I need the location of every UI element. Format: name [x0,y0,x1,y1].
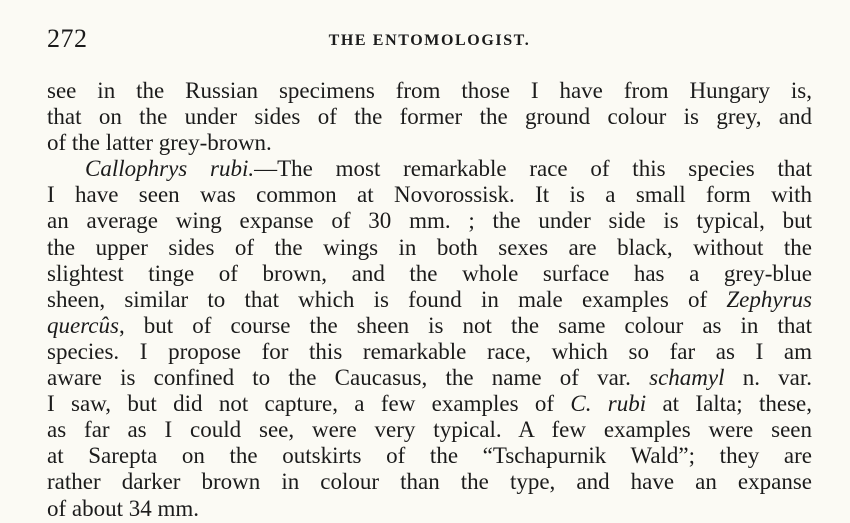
species-epithet: quercûs [47,312,119,338]
text-line: of the latter grey-brown. [47,130,272,156]
text-line [47,391,812,417]
species-name: Callophrys rubi. [85,156,255,182]
text-line [47,287,812,313]
text-run: aware is confined to the Caucasus, the name of var. [47,365,650,391]
genus-name: Zephyrus [726,286,812,312]
text-line: the upper sides of the wings in both sexes are black, without the [47,234,812,260]
text-line: of about 34 mm. [47,495,200,521]
text-line: rather darker brown in colour than the type, and have an expanse [47,469,812,495]
text-line: see in the Russian specimens from those I have from Hungary is, [47,78,812,103]
page-number: 272 [47,24,88,53]
text-run: sheen, similar to that which is found in male examples of [47,286,727,312]
text-line: an average wing expanse of 30 mm. ; the under side is typical, but [47,208,812,234]
body-text [47,78,812,522]
text-line: slightest tinge of brown, and the whole surface has a grey-blue [47,260,812,286]
text-line [47,365,812,391]
variety-name: schamyl [649,365,725,391]
text-run: —The most remarkable race of this species that [254,156,812,182]
running-head: THE ENTOMOLOGIST. [328,32,531,49]
text-line: species. I propose for this remarkable race, which so far as I am [47,338,812,364]
paragraph-start-line [47,156,812,182]
species-abbrev: C. rubi [570,391,647,417]
text-run: n. var. [724,365,812,391]
page-header [47,24,812,60]
text-line: I have seen was common at Novorossisk. It is a small form with [47,182,812,208]
text-run: at Ialta; these, [646,391,813,417]
text-run: I saw, but did not capture, a few examples of [47,391,571,417]
text-line: that on the under sides of the former the ground colour is grey, and [47,104,812,130]
text-line [47,313,812,339]
text-line: at Sarepta on the outskirts of the “Tschapurnik Wald”; they are [47,443,812,469]
text-run: , but of course the sheen is not the same colour as in that [118,312,812,338]
text-line: as far as I could see, were very typical. A few examples were seen [47,417,812,443]
